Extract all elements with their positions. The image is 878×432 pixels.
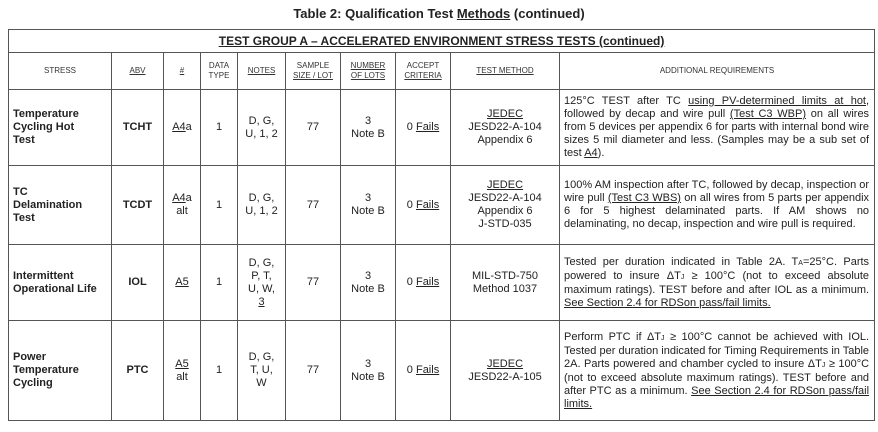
table-row-tcht <box>9 90 875 166</box>
lots-cell: 3 Note B <box>341 321 396 421</box>
test-method-cell: JEDEC JESD22-A-104 Appendix 6 J-STD-035 <box>451 166 560 245</box>
data-type-cell: 1 <box>201 90 238 166</box>
col-data-type: DATA TYPE <box>201 53 238 90</box>
lots-cell: 3 Note B <box>341 90 396 166</box>
stress-cell: Intermittent Operational Life <box>9 245 112 321</box>
test-number-cell: A4a alt <box>164 166 201 245</box>
sample-size-cell: 77 <box>286 321 341 421</box>
accept-cell: 0 Fails <box>396 166 451 245</box>
sample-size-cell: 77 <box>286 90 341 166</box>
notes-cell: D, G, T, U, W <box>238 321 286 421</box>
table-row-ptc <box>9 321 875 421</box>
data-type-cell: 1 <box>201 166 238 245</box>
data-type-cell: 1 <box>201 245 238 321</box>
test-number-cell: A5 <box>164 245 201 321</box>
requirements-cell: 125°C TEST after TC using PV-determined limits at hot, followed by decap and wire pull (Test C3 WBP) on all wires from 5 devices per appendix 6 for parts with internal bond wire sizes 5 mil diameter and less. (Samples may be a sub set of test A4). <box>560 90 875 166</box>
test-method-cell: JEDEC JESD22-A-105 <box>451 321 560 421</box>
column-header-row <box>9 53 875 90</box>
accept-cell: 0 Fails <box>396 245 451 321</box>
qualification-table <box>8 29 875 421</box>
col-number: # <box>164 53 201 90</box>
requirements-cell: Tested per duration indicated in Table 2A. TA=25°C. Parts powered to insure ΔTJ ≥ 100°C (not to exceed absolute maximum ratings). TEST before and after IOL as a minimum. See Section 2.4 for RDSon pass/fail limits. <box>560 245 875 321</box>
group-header: TEST GROUP A – ACCELERATED ENVIRONMENT STRESS TESTS (continued) <box>218 34 665 48</box>
abv-cell: TCDT <box>112 166 164 245</box>
col-notes: NOTES <box>238 53 286 90</box>
table-caption: Table 2: Qualification Test Methods (continued) <box>293 6 585 21</box>
notes-cell: D, G, P, T, U, W, 3 <box>238 245 286 321</box>
abv-cell: IOL <box>112 245 164 321</box>
data-type-cell: 1 <box>201 321 238 421</box>
col-test-method: TEST METHOD <box>451 53 560 90</box>
stress-cell: TC Delamination Test <box>9 166 112 245</box>
col-sample-size: SAMPLE SIZE / LOT <box>286 53 341 90</box>
stress-cell: Power Temperature Cycling <box>9 321 112 421</box>
table-row-iol <box>9 245 875 321</box>
requirements-cell: Perform PTC if ΔTJ ≥ 100°C cannot be achieved with IOL. Tested per duration indicated for Timing Requirements in Table 2A. Parts powered and chamber cycled to insure ΔTJ ≥ 100°C (not to exceed absolute maximum ratings). TEST before and after PTC as a minimum. See Section 2.4 for RDSon pass/fail limits. <box>560 321 875 421</box>
group-header-row <box>9 30 875 53</box>
lots-cell: 3 Note B <box>341 245 396 321</box>
col-accept-criteria: ACCEPT CRITERIA <box>396 53 451 90</box>
abv-cell: PTC <box>112 321 164 421</box>
sample-size-cell: 77 <box>286 166 341 245</box>
abv-cell: TCHT <box>112 90 164 166</box>
requirements-cell: 100% AM inspection after TC, followed by decap, inspection or wire pull (Test C3 WBS) on all wires from 5 parts per appendix 6 for 5 highest delaminated parts. If AM shows no delaminating, no decap, inspection and wire pull is required. <box>560 166 875 245</box>
sample-size-cell: 77 <box>286 245 341 321</box>
test-method-cell: MIL-STD-750 Method 1037 <box>451 245 560 321</box>
test-number-cell: A4a <box>164 90 201 166</box>
col-additional-requirements: ADDITIONAL REQUIREMENTS <box>560 53 875 90</box>
col-abv: ABV <box>112 53 164 90</box>
notes-cell: D, G, U, 1, 2 <box>238 90 286 166</box>
accept-cell: 0 Fails <box>396 321 451 421</box>
notes-cell: D, G, U, 1, 2 <box>238 166 286 245</box>
stress-cell: Temperature Cycling Hot Test <box>9 90 112 166</box>
accept-cell: 0 Fails <box>396 90 451 166</box>
test-number-cell: A5 alt <box>164 321 201 421</box>
col-number-of-lots: NUMBER OF LOTS <box>341 53 396 90</box>
test-method-cell: JEDEC JESD22-A-104 Appendix 6 <box>451 90 560 166</box>
col-stress: STRESS <box>9 53 112 90</box>
table-row-tcdt <box>9 166 875 245</box>
lots-cell: 3 Note B <box>341 166 396 245</box>
